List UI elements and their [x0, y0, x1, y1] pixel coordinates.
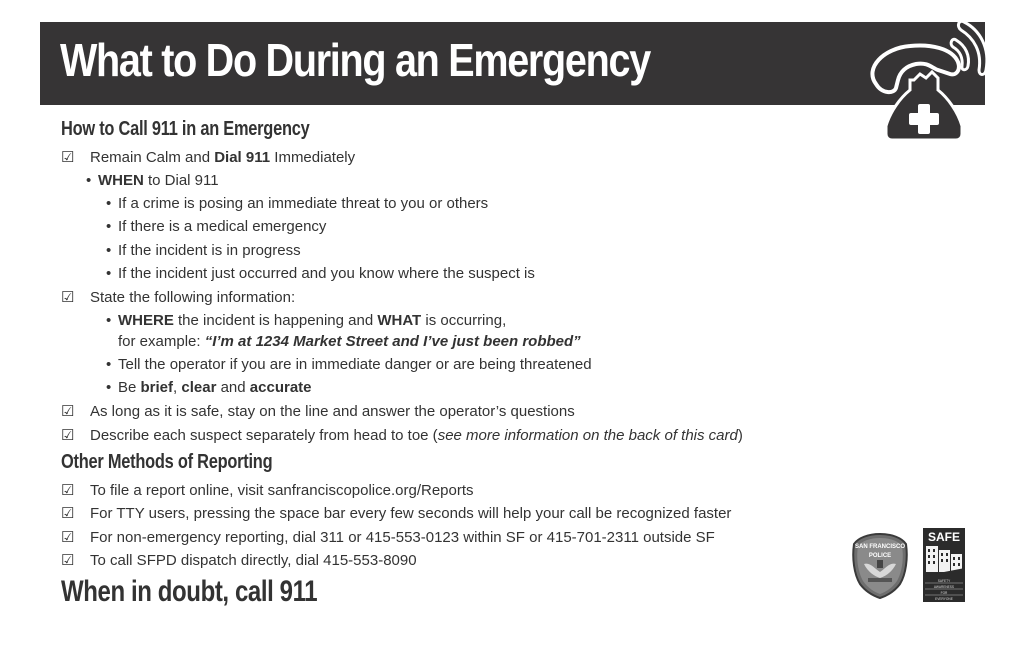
checkbox-icon: ☑ — [61, 149, 75, 166]
text: Be — [118, 379, 141, 396]
section-heading-other-methods: Other Methods of Reporting — [61, 451, 273, 473]
italic-text: see more information on the back of this card — [437, 427, 738, 444]
text: is occurring, — [421, 312, 507, 329]
list-item-when-1 — [106, 195, 488, 213]
bullet-icon: • — [106, 195, 112, 212]
bullet-icon: • — [106, 218, 112, 235]
list-item-report-online: To file a report online, visit sanfranciscopolice.org/Reports — [90, 482, 474, 499]
page-title: What to Do During an Emergency — [60, 34, 650, 86]
bold-text: WHEN — [98, 172, 144, 189]
example-quote: “I’m at 1234 Market Street and I’ve just been robbed” — [204, 333, 581, 350]
list-item-dispatch: To call SFPD dispatch directly, dial 415-553-8090 — [90, 552, 417, 569]
section-heading-how-to-call: How to Call 911 in an Emergency — [61, 118, 310, 140]
tagline: When in doubt, call 911 — [61, 575, 318, 608]
bold-text: accurate — [249, 379, 312, 396]
text: If a crime is posing an immediate threat to you or others — [118, 195, 489, 212]
text: for example: — [118, 333, 205, 350]
text: , — [173, 379, 182, 396]
safe-logo-sub-1: SAFETY — [937, 579, 951, 583]
text: If there is a medical emergency — [118, 218, 327, 235]
text: and — [216, 379, 250, 396]
example-line — [118, 333, 581, 351]
bullet-icon: • — [106, 356, 112, 373]
badge-text-police: POLICE — [868, 553, 892, 559]
text: ) — [737, 427, 743, 444]
checkbox-icon: ☑ — [61, 427, 75, 444]
safe-logo-sub-3: FOR — [940, 591, 948, 595]
list-item-when-2 — [106, 218, 326, 236]
checkbox-icon: ☑ — [61, 289, 75, 306]
list-item-describe-suspect — [90, 427, 743, 445]
list-item-when — [86, 172, 219, 190]
text: If the incident is in progress — [118, 242, 301, 259]
text: Immediately — [270, 149, 356, 166]
text: Remain Calm and — [90, 149, 215, 166]
list-item-state-info: State the following information: — [90, 289, 296, 306]
bullet-icon: • — [106, 379, 112, 396]
list-item-where — [106, 312, 506, 330]
sfpd-badge-logo — [852, 532, 908, 600]
checkbox-icon: ☑ — [61, 505, 75, 522]
bold-text: Dial 911 — [214, 149, 271, 166]
list-item-when-3 — [106, 242, 301, 260]
bullet-icon: • — [106, 265, 112, 282]
safe-logo — [923, 528, 965, 602]
bullet-icon: • — [106, 242, 112, 259]
list-item-stay-on-line: As long as it is safe, stay on the line and answer the operator’s questions — [90, 403, 575, 420]
text: the incident is happening and — [173, 312, 378, 329]
bold-text: clear — [181, 379, 217, 396]
checkbox-icon: ☑ — [61, 552, 75, 569]
bold-text: WHERE — [118, 312, 174, 329]
list-item-tty: For TTY users, pressing the space bar every few seconds will help your call be recognized faster — [90, 505, 732, 522]
safe-logo-title: SAFE — [927, 530, 961, 544]
emergency-phone-icon — [862, 14, 1002, 140]
bullet-icon: • — [86, 172, 92, 189]
text: Tell the operator if you are in immediate danger or are being threatened — [118, 356, 592, 373]
checkbox-icon: ☑ — [61, 482, 75, 499]
list-item-tell-operator — [106, 356, 592, 374]
badge-text-sf: SAN FRANCISCO — [854, 544, 906, 550]
text: Describe each suspect separately from head to toe ( — [90, 427, 438, 444]
safe-logo-sub-4: EVERYONE — [935, 597, 953, 601]
list-item-non-emergency: For non-emergency reporting, dial 311 or 415-553-0123 within SF or 415-701-2311 outside SF — [90, 529, 715, 546]
checkbox-icon: ☑ — [61, 403, 75, 420]
list-item-remain-calm — [90, 149, 355, 167]
list-item-when-4 — [106, 265, 535, 283]
bold-text: WHAT — [377, 312, 422, 329]
text: to Dial 911 — [143, 172, 219, 189]
text: If the incident just occurred and you know where the suspect is — [118, 265, 535, 282]
checkbox-icon: ☑ — [61, 529, 75, 546]
bold-text: brief — [140, 379, 174, 396]
bullet-icon: • — [106, 312, 112, 329]
list-item-be-brief — [106, 379, 312, 397]
safe-logo-sub-2: AWARENESS — [933, 585, 955, 589]
